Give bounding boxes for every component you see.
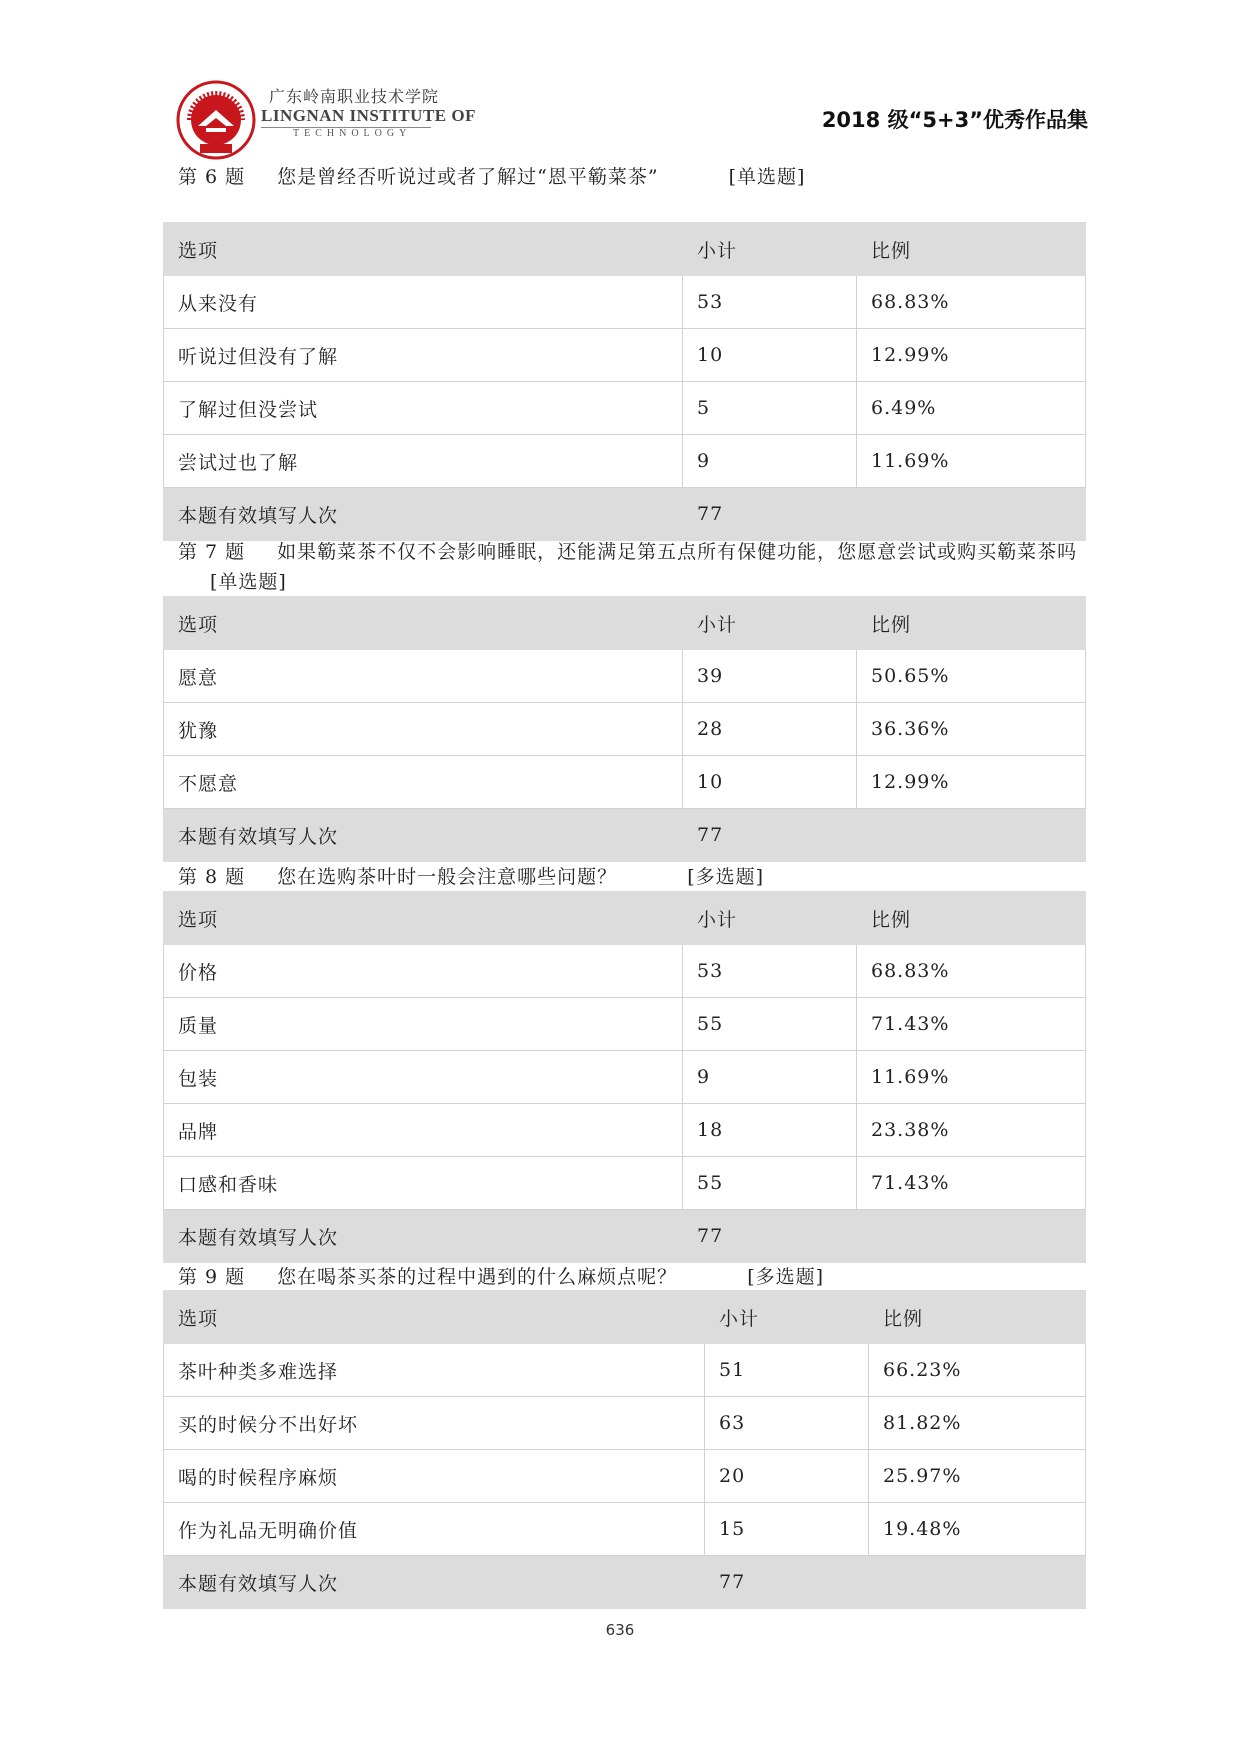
school-name-en: LINGNAN INSTITUTE OF bbox=[261, 106, 476, 125]
option-cell: 喝的时候程序麻烦 bbox=[164, 1450, 705, 1503]
count-cell: 63 bbox=[705, 1397, 869, 1450]
question-number: 第 7 题 bbox=[178, 541, 246, 563]
total-count: 77 bbox=[683, 809, 857, 862]
table-row bbox=[164, 1503, 1086, 1556]
column-header-option: 选项 bbox=[164, 223, 683, 276]
page-number: 636 bbox=[605, 1621, 635, 1639]
count-cell: 9 bbox=[683, 435, 857, 488]
option-cell: 价格 bbox=[164, 945, 683, 998]
table-header-row bbox=[164, 892, 1086, 945]
option-cell: 质量 bbox=[164, 998, 683, 1051]
column-header-ratio: 比例 bbox=[857, 223, 1086, 276]
count-cell: 28 bbox=[683, 703, 857, 756]
ratio-cell: 19.48% bbox=[869, 1503, 1086, 1556]
question-number: 第 9 题 bbox=[178, 1266, 246, 1288]
column-header-option: 选项 bbox=[164, 597, 683, 650]
column-header-count: 小计 bbox=[683, 223, 857, 276]
ratio-cell: 25.97% bbox=[869, 1450, 1086, 1503]
question-type: [单选题] bbox=[210, 571, 287, 593]
table-row bbox=[164, 756, 1086, 809]
total-label: 本题有效填写人次 bbox=[164, 1210, 683, 1263]
ratio-cell: 23.38% bbox=[857, 1104, 1086, 1157]
table-row bbox=[164, 650, 1086, 703]
question-text: 您在选购茶叶时一般会注意哪些问题？ bbox=[277, 866, 618, 888]
total-count: 77 bbox=[683, 488, 857, 541]
column-header-option: 选项 bbox=[164, 892, 683, 945]
ratio-cell: 68.83% bbox=[857, 276, 1086, 329]
table-header-row bbox=[164, 597, 1086, 650]
results-table bbox=[163, 1290, 1086, 1609]
ratio-cell: 11.69% bbox=[857, 435, 1086, 488]
table-row bbox=[164, 382, 1086, 435]
option-cell: 不愿意 bbox=[164, 756, 683, 809]
question-number: 第 6 题 bbox=[178, 166, 246, 188]
ratio-cell: 71.43% bbox=[857, 1157, 1086, 1210]
question-type: [多选题] bbox=[687, 866, 765, 888]
option-cell: 从来没有 bbox=[164, 276, 683, 329]
question-type: [多选题] bbox=[747, 1266, 825, 1288]
ratio-cell: 66.23% bbox=[869, 1344, 1086, 1397]
ratio-cell: 50.65% bbox=[857, 650, 1086, 703]
option-cell: 犹豫 bbox=[164, 703, 683, 756]
table-row bbox=[164, 1397, 1086, 1450]
column-header-option: 选项 bbox=[164, 1291, 705, 1344]
school-logo bbox=[176, 80, 256, 160]
total-label: 本题有效填写人次 bbox=[164, 1556, 705, 1609]
table-footer-row bbox=[164, 809, 1086, 862]
count-cell: 53 bbox=[683, 945, 857, 998]
ratio-cell: 81.82% bbox=[869, 1397, 1086, 1450]
table-row bbox=[164, 1344, 1086, 1397]
total-empty bbox=[857, 488, 1086, 541]
column-header-ratio: 比例 bbox=[857, 597, 1086, 650]
count-cell: 15 bbox=[705, 1503, 869, 1556]
total-label: 本题有效填写人次 bbox=[164, 488, 683, 541]
count-cell: 55 bbox=[683, 998, 857, 1051]
option-cell: 品牌 bbox=[164, 1104, 683, 1157]
count-cell: 39 bbox=[683, 650, 857, 703]
school-name-en-sub: TECHNOLOGY bbox=[293, 128, 412, 139]
column-header-count: 小计 bbox=[705, 1291, 869, 1344]
school-name-cn: 广东岭南职业技术学院 bbox=[269, 87, 440, 106]
option-cell: 尝试过也了解 bbox=[164, 435, 683, 488]
ratio-cell: 11.69% bbox=[857, 1051, 1086, 1104]
count-cell: 9 bbox=[683, 1051, 857, 1104]
question-type: [单选题] bbox=[728, 166, 806, 188]
count-cell: 55 bbox=[683, 1157, 857, 1210]
table-row bbox=[164, 1051, 1086, 1104]
table-row bbox=[164, 1104, 1086, 1157]
table-header-row bbox=[164, 1291, 1086, 1344]
column-header-count: 小计 bbox=[683, 892, 857, 945]
ratio-cell: 36.36% bbox=[857, 703, 1086, 756]
option-cell: 包装 bbox=[164, 1051, 683, 1104]
page-header bbox=[168, 72, 1088, 168]
total-count: 77 bbox=[683, 1210, 857, 1263]
question-text: 您是曾经否听说过或者了解过“恩平簕菜茶” bbox=[277, 166, 659, 188]
table-footer-row bbox=[164, 488, 1086, 541]
table-row bbox=[164, 435, 1086, 488]
table-row bbox=[164, 945, 1086, 998]
ratio-cell: 71.43% bbox=[857, 998, 1086, 1051]
column-header-count: 小计 bbox=[683, 597, 857, 650]
table-row bbox=[164, 1450, 1086, 1503]
question-title bbox=[178, 1262, 1082, 1292]
total-empty bbox=[869, 1556, 1086, 1609]
column-header-ratio: 比例 bbox=[857, 892, 1086, 945]
table-row bbox=[164, 329, 1086, 382]
table-footer-row bbox=[164, 1210, 1086, 1263]
option-cell: 口感和香味 bbox=[164, 1157, 683, 1210]
column-header-ratio: 比例 bbox=[869, 1291, 1086, 1344]
question-title bbox=[178, 862, 1082, 892]
option-cell: 茶叶种类多难选择 bbox=[164, 1344, 705, 1397]
table-row bbox=[164, 276, 1086, 329]
ratio-cell: 12.99% bbox=[857, 329, 1086, 382]
question-title bbox=[178, 162, 1082, 192]
option-cell: 了解过但没尝试 bbox=[164, 382, 683, 435]
option-cell: 听说过但没有了解 bbox=[164, 329, 683, 382]
option-cell: 作为礼品无明确价值 bbox=[164, 1503, 705, 1556]
table-row bbox=[164, 998, 1086, 1051]
results-table bbox=[163, 891, 1086, 1263]
question-number: 第 8 题 bbox=[178, 866, 246, 888]
table-row bbox=[164, 1157, 1086, 1210]
option-cell: 买的时候分不出好坏 bbox=[164, 1397, 705, 1450]
results-table bbox=[163, 596, 1086, 862]
collection-title: 2018 级“5+3”优秀作品集 bbox=[821, 108, 1088, 132]
results-table bbox=[163, 222, 1086, 541]
total-empty bbox=[857, 809, 1086, 862]
ratio-cell: 6.49% bbox=[857, 382, 1086, 435]
count-cell: 20 bbox=[705, 1450, 869, 1503]
table-footer-row bbox=[164, 1556, 1086, 1609]
count-cell: 53 bbox=[683, 276, 857, 329]
count-cell: 51 bbox=[705, 1344, 869, 1397]
count-cell: 18 bbox=[683, 1104, 857, 1157]
ratio-cell: 68.83% bbox=[857, 945, 1086, 998]
question-title bbox=[178, 537, 1082, 597]
option-cell: 愿意 bbox=[164, 650, 683, 703]
ratio-cell: 12.99% bbox=[857, 756, 1086, 809]
total-count: 77 bbox=[705, 1556, 869, 1609]
count-cell: 10 bbox=[683, 756, 857, 809]
question-text: 如果簕菜茶不仅不会影响睡眠，还能满足第五点所有保健功能，您愿意尝试或购买簕菜茶吗 bbox=[277, 541, 1078, 563]
table-row bbox=[164, 703, 1086, 756]
count-cell: 5 bbox=[683, 382, 857, 435]
total-empty bbox=[857, 1210, 1086, 1263]
total-label: 本题有效填写人次 bbox=[164, 809, 683, 862]
table-header-row bbox=[164, 223, 1086, 276]
question-text: 您在喝茶买茶的过程中遇到的什么麻烦点呢？ bbox=[277, 1266, 678, 1288]
count-cell: 10 bbox=[683, 329, 857, 382]
